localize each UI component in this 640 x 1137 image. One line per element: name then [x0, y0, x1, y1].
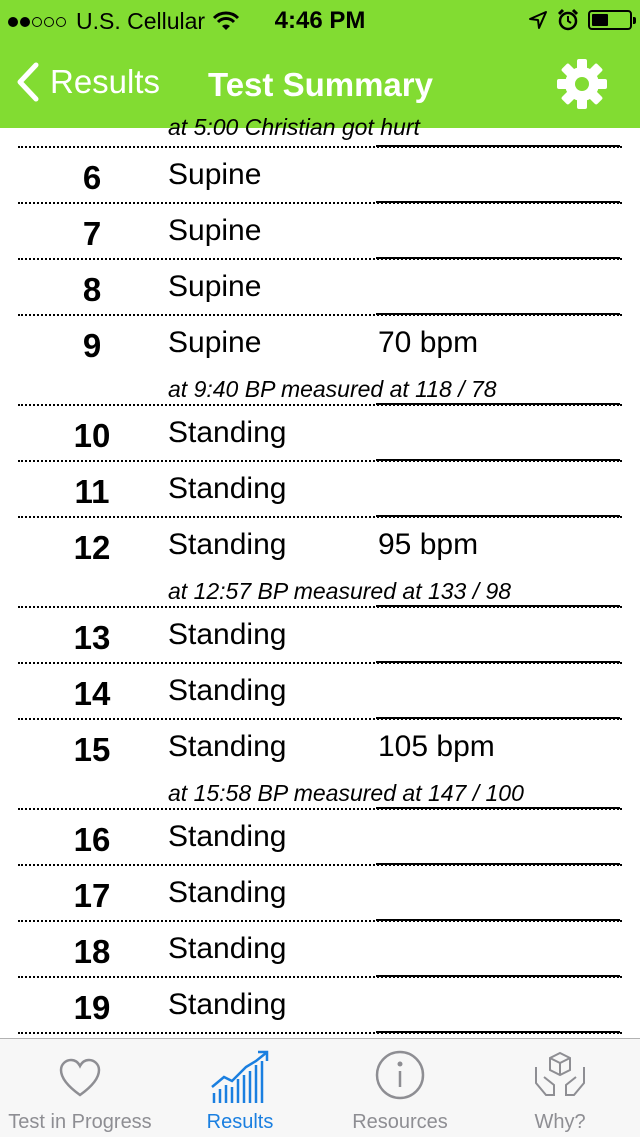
position-label: Standing — [168, 674, 287, 707]
heart-icon — [58, 1057, 102, 1101]
tab-label: Why? — [534, 1111, 586, 1133]
minute-number: 15 — [73, 731, 111, 768]
minute-number: 12 — [73, 529, 111, 566]
list-item — [0, 460, 640, 516]
row-rule — [376, 1031, 620, 1033]
row-rule — [376, 605, 620, 607]
status-bar — [0, 0, 640, 40]
minute-number: 14 — [73, 675, 111, 712]
row-rule — [376, 717, 620, 719]
position-label: Standing — [168, 472, 287, 505]
row-rule — [376, 145, 620, 147]
list-item — [0, 808, 640, 864]
minute-number: 8 — [82, 271, 102, 308]
test-summary-list[interactable] — [0, 114, 640, 1038]
tab-test-in-progress[interactable] — [0, 1039, 160, 1137]
position-label: Standing — [168, 876, 287, 909]
list-item — [0, 202, 640, 258]
tab-resources[interactable] — [320, 1039, 480, 1137]
minute-number: 18 — [73, 933, 111, 970]
list-item — [0, 314, 640, 404]
tab-why[interactable] — [480, 1039, 640, 1137]
position-label: Supine — [168, 158, 262, 191]
list-item — [0, 920, 640, 976]
row-rule — [376, 201, 620, 203]
row-rule — [376, 975, 620, 977]
alarm-clock-icon — [556, 8, 580, 32]
gear-icon[interactable] — [556, 58, 608, 110]
chart-icon — [210, 1049, 270, 1105]
row-rule — [376, 313, 620, 315]
tab-label: Test in Progress — [8, 1111, 152, 1133]
list-item — [0, 976, 640, 1032]
minute-number: 6 — [82, 159, 102, 196]
back-button-label: Results — [50, 63, 161, 100]
heart-rate-value: 105 bpm — [378, 730, 495, 763]
minute-number: 11 — [74, 473, 110, 510]
heart-rate-value: 70 bpm — [378, 326, 479, 359]
tab-results[interactable] — [160, 1039, 320, 1137]
list-item — [0, 258, 640, 314]
header — [0, 0, 640, 128]
row-rule — [376, 919, 620, 921]
list-item — [0, 516, 640, 606]
row-rule — [376, 459, 620, 461]
position-label: Standing — [168, 528, 287, 561]
bp-note: at 15:58 BP measured at 147 / 100 — [168, 780, 524, 806]
position-label: Standing — [168, 932, 287, 965]
position-label: Supine — [168, 326, 262, 359]
page-title: Test Summary — [208, 66, 433, 103]
row-rule — [376, 863, 620, 865]
position-label: Standing — [168, 730, 287, 763]
location-arrow-icon — [528, 10, 548, 30]
position-label: Standing — [168, 416, 287, 449]
bp-note: at 9:40 BP measured at 118 / 78 — [168, 376, 497, 402]
row-rule — [376, 807, 620, 809]
minute-number: 13 — [73, 619, 111, 656]
list-item — [0, 146, 640, 202]
tab-label: Resources — [352, 1111, 448, 1133]
row-rule — [376, 403, 620, 405]
partial-note: at 5:00 Christian got hurt — [168, 114, 420, 140]
info-icon — [374, 1049, 426, 1101]
minute-number: 17 — [73, 877, 111, 914]
minute-number: 16 — [73, 821, 111, 858]
row-rule — [376, 661, 620, 663]
carrier-name: U.S. Cellular — [76, 8, 206, 34]
status-time: 4:46 PM — [274, 7, 366, 34]
list-item — [0, 404, 640, 460]
minute-number: 9 — [82, 327, 102, 364]
position-label: Standing — [168, 618, 287, 651]
list-item — [0, 718, 640, 808]
tab-bar — [0, 1038, 640, 1137]
list-item — [0, 864, 640, 920]
battery-icon — [588, 10, 632, 30]
tab-label: Results — [206, 1111, 274, 1133]
position-label: Supine — [168, 214, 262, 247]
minute-number: 19 — [73, 989, 111, 1026]
back-button[interactable] — [16, 62, 160, 102]
row-rule — [376, 257, 620, 259]
row-rule — [376, 515, 620, 517]
bp-note: at 12:57 BP measured at 133 / 98 — [168, 578, 512, 604]
position-label: Standing — [168, 988, 287, 1021]
minute-number: 10 — [73, 417, 111, 454]
heart-rate-value: 95 bpm — [378, 528, 479, 561]
position-label: Standing — [168, 820, 287, 853]
list-item — [0, 606, 640, 662]
hands-icon — [532, 1049, 588, 1101]
position-label: Supine — [168, 270, 262, 303]
minute-number: 7 — [82, 215, 102, 252]
chevron-left-icon — [16, 62, 40, 102]
list-item — [0, 662, 640, 718]
